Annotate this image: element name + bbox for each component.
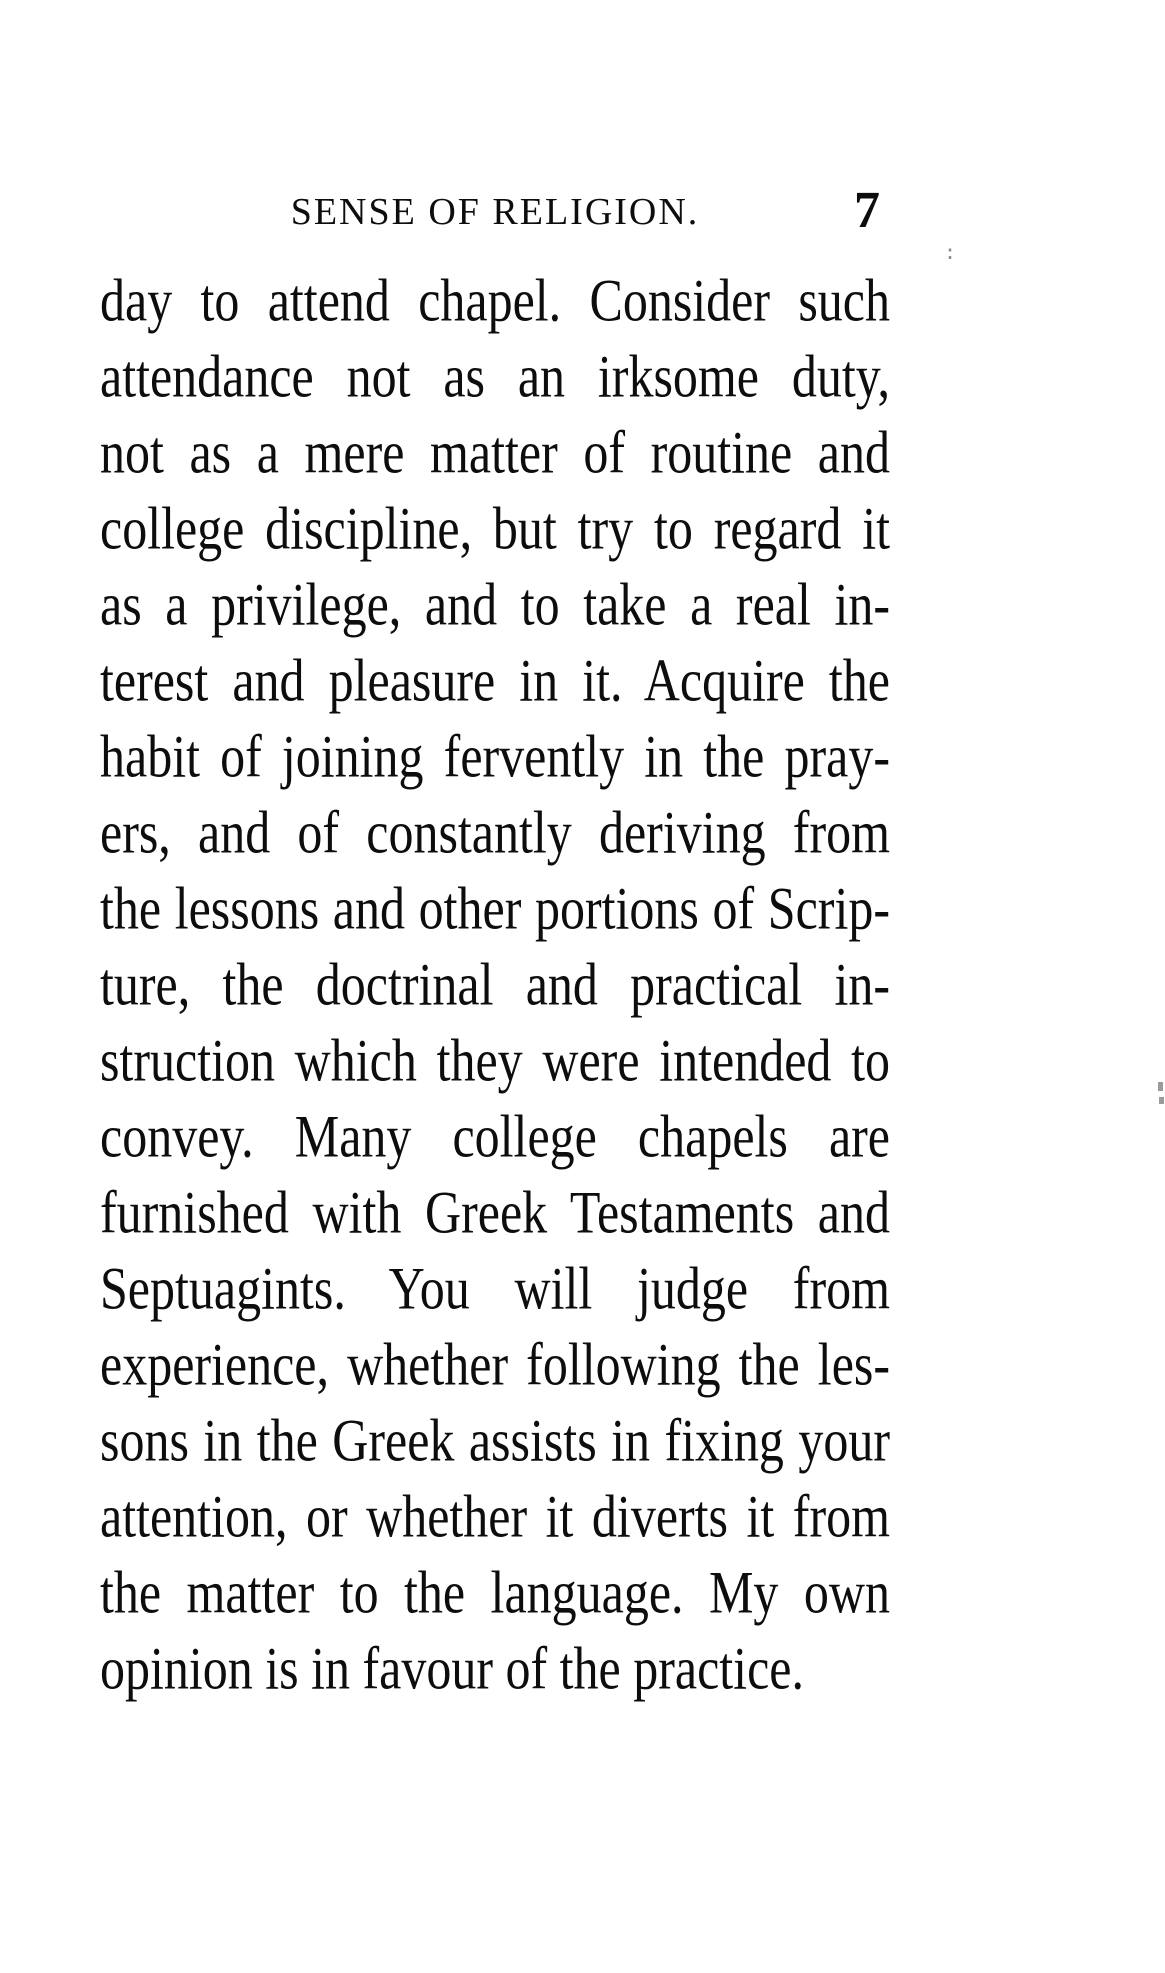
scan-edge-mark bbox=[1158, 1082, 1163, 1091]
scan-speck: : bbox=[944, 240, 957, 264]
text-line: as a privilege, and to take a real in- bbox=[100, 570, 890, 638]
text-line: sons in the Greek assists in fixing your bbox=[100, 1406, 890, 1474]
text-line: terest and pleasure in it. Acquire the bbox=[100, 646, 890, 714]
text-line: furnished with Greek Testaments and bbox=[100, 1178, 890, 1246]
page-number: 7 bbox=[854, 182, 880, 239]
scan-edge-mark bbox=[1159, 1097, 1164, 1104]
text-line: Septuagints. You will judge from bbox=[100, 1254, 890, 1322]
body-text bbox=[100, 262, 890, 1706]
text-line: attention, or whether it diverts it from bbox=[100, 1482, 890, 1550]
text-line: habit of joining fervently in the pray- bbox=[100, 722, 890, 790]
text-line: attendance not as an irksome duty, bbox=[100, 342, 890, 410]
text-line: the matter to the language. My own bbox=[100, 1558, 890, 1626]
text-line: experience, whether following the les- bbox=[100, 1330, 890, 1398]
running-title: SENSE OF RELIGION. bbox=[290, 191, 700, 233]
text-line: the lessons and other portions of Scrip- bbox=[100, 874, 890, 942]
text-line: ers, and of constantly deriving from bbox=[100, 798, 890, 866]
text-line: convey. Many college chapels are bbox=[100, 1102, 890, 1170]
text-line: ture, the doctrinal and practical in- bbox=[100, 950, 890, 1018]
text-line: day to attend chapel. Consider such bbox=[100, 266, 890, 334]
running-header bbox=[100, 182, 890, 239]
text-line: struction which they were intended to bbox=[100, 1026, 890, 1094]
text-line: college discipline, but try to regard it bbox=[100, 494, 890, 562]
text-line: not as a mere matter of routine and bbox=[100, 418, 890, 486]
text-line: opinion is in favour of the practice. bbox=[100, 1634, 804, 1702]
